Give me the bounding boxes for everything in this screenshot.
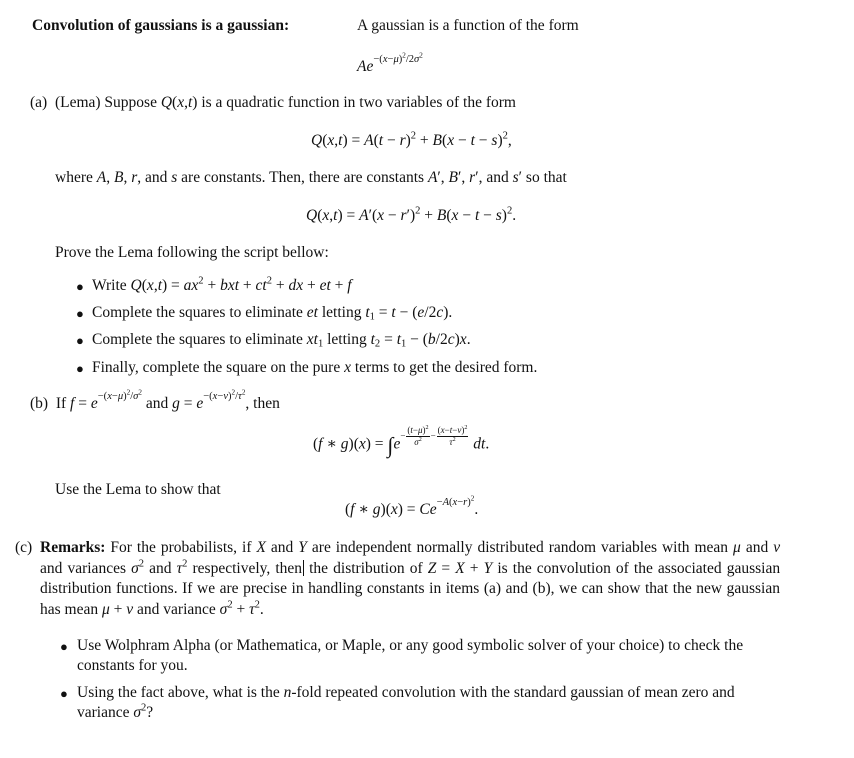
bullet-icon: ●: [76, 333, 84, 348]
part-a-intro: (a) (Lema) Suppose Q(x,t) is a quadratic function in two variables of the form: [30, 94, 516, 111]
convolution-result: (f ∗ $g)(x) = Ce^{-A(x-r)^2}$.: [345, 495, 479, 518]
target-q-equation: $Q(x,t) = A'(x - r')^2 + B(x - t - s)^2$.: [306, 205, 517, 224]
part-c-label: (c): [15, 539, 33, 556]
bullet-icon: ●: [76, 361, 84, 376]
gaussian-intro: A gaussian is a function of the form: [357, 17, 579, 34]
part-b-intro: (b) If $f = e^{-(x-\mu)^2/\sigma^2}$ and $g = e^{-(x-\nu)^2/\tau^2}$, then: [30, 389, 280, 412]
use-lema-instruction: Use the Lema to show that: [55, 481, 221, 498]
remarks-paragraph: Remarks: For the probabilists, if X and Y are independent normally distributed random variables with mean μ and ν and variances $\sigma^2$ and $\tau^2$ respectively, then the distribution of Z = X + Y is the convolution of the associated gaussian distribution functions. If we are precise in handling constants in items (a) and (b), we can show that the new gaussian has mean μ + ν and variance $\sigma^2 + \tau^2$.: [40, 539, 781, 618]
script-step-1: Write $Q(x,t) = ax^2$ + bxt + $ct^2$ + dx + et + f: [92, 275, 352, 294]
constants-statement: where A, B, r, and s are constants. Then, there are constants A′, B′, r′, and s′ so that: [55, 169, 567, 186]
prove-instructions: Prove the Lema following the script bellow:: [55, 244, 329, 261]
bullet-icon: ●: [76, 306, 84, 321]
text-cursor: [303, 560, 304, 576]
bullet-icon: ●: [76, 279, 84, 294]
document-title: Convolution of gaussians is a gaussian:: [32, 17, 290, 34]
script-step-2: Complete the squares to eliminate et letting $t_1 = t - (e/2c)$.: [92, 304, 453, 323]
convolution-integral: (f ∗ g)(x) = ∫e− $\frac{(t-\mu)^2}{\sigma^2}$ − $\frac{(x-t-\nu)^2}{\tau^2}$ dt.: [313, 425, 490, 458]
remark-bullet-1: Use Wolphram Alpha (or Mathematica, or Maple, or any good symbolic solver of your choice) to check the constants for you.: [77, 637, 744, 674]
quadratic-q-equation: $Q(x,t) = A(t - r)^2 + B(x - t - s)^2$,: [311, 130, 512, 149]
bullet-icon: ●: [60, 686, 68, 701]
gaussian-formula: $Ae^{-(x-\mu)^2/2\sigma^2}$: [357, 52, 423, 75]
script-step-3: Complete the squares to eliminate $xt_1$ letting $t_2 = t_1 - (b/2c)x$.: [92, 331, 471, 350]
remark-bullet-2: Using the fact above, what is the n-fold repeated convolution with the standard gaussian of mean zero and variance $\sigma^2$?: [77, 684, 735, 721]
script-step-4: Finally, complete the square on the pure x terms to get the desired form.: [92, 359, 538, 376]
bullet-icon: ●: [60, 639, 68, 654]
